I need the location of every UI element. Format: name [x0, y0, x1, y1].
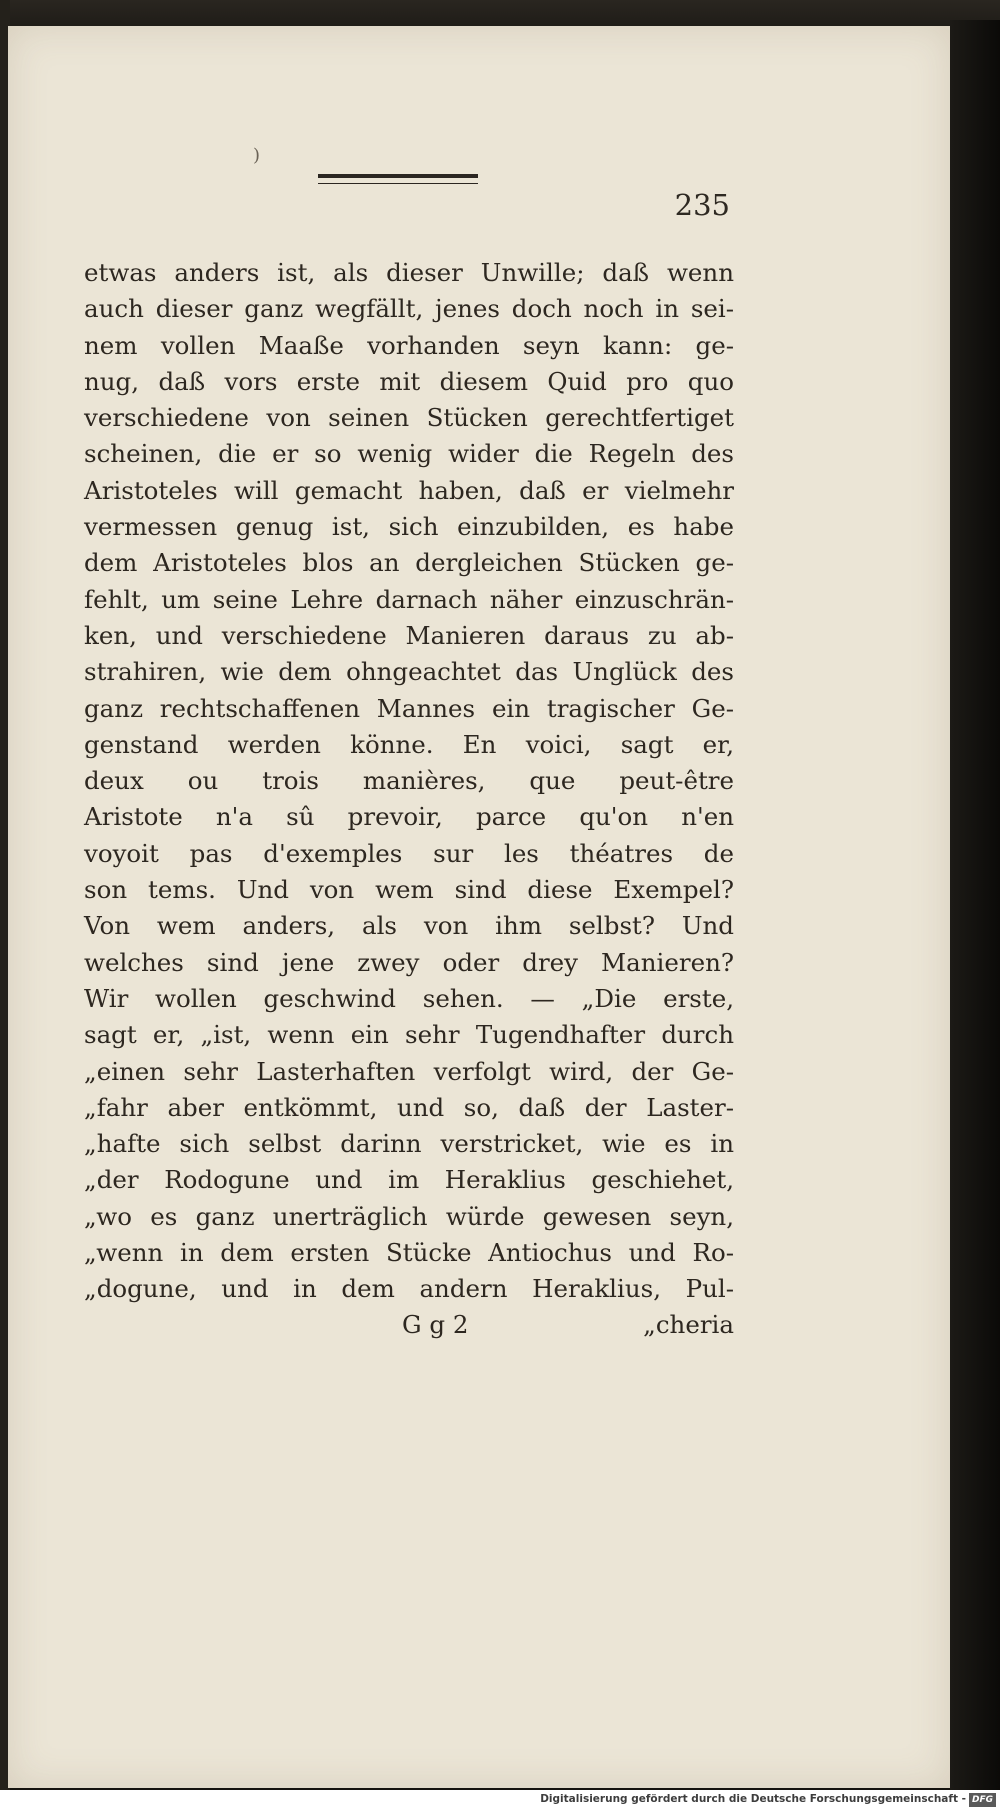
- text-line: „wenn in dem ersten Stücke Antiochus und Ro-: [84, 1238, 734, 1268]
- text-line: vermessen genug ist, sich einzubilden, es habe: [84, 512, 734, 542]
- catchword: „cheria: [643, 1310, 734, 1339]
- dfg-logo-icon: DFG: [969, 1793, 996, 1807]
- text-line: ken, und verschiedene Manieren daraus zu ab-: [84, 620, 734, 650]
- footer-credit: Digitalisierung gefördert durch die Deutsche Forschungsgemeinschaft -: [540, 1793, 966, 1805]
- text-line: ganz rechtschaffenen Mannes ein tragischer Ge-: [84, 693, 734, 723]
- text-line: nem vollen Maaße vorhanden seyn kann: ge-: [84, 330, 734, 360]
- text-line: Von wem anders, als von ihm selbst? Und: [84, 911, 734, 941]
- text-line: deux ou trois manières, que peut-être: [84, 766, 734, 796]
- book-right-edge: [950, 20, 1000, 1795]
- text-line: etwas anders ist, als dieser Unwille; daß wenn: [84, 258, 734, 287]
- text-line: Aristote n'a sû prevoir, parce qu'on n'en: [84, 802, 734, 832]
- signature-mark: G g 2: [402, 1310, 469, 1339]
- header-rule-thin: [318, 183, 478, 184]
- page-number: 235: [674, 188, 730, 222]
- text-line: genstand werden könne. En voici, sagt er,: [84, 729, 734, 759]
- text-line: strahiren, wie dem ohngeachtet das Unglück des: [84, 657, 734, 687]
- text-line: welches sind jene zwey oder drey Manieren?: [84, 947, 734, 977]
- text-line: dem Aristoteles blos an dergleichen Stücken ge-: [84, 548, 734, 578]
- text-line: „einen sehr Lasterhaften verfolgt wird, der Ge-: [84, 1056, 734, 1086]
- digitization-footer: [0, 1790, 1000, 1811]
- header-rule: [318, 174, 478, 178]
- text-line: verschiedene von seinen Stücken gerechtfertiget: [84, 403, 734, 433]
- text-line: scheinen, die er so wenig wider die Regeln des: [84, 439, 734, 469]
- text-line: nug, daß vors erste mit diesem Quid pro quo: [84, 366, 734, 396]
- text-line: „der Rodogune und im Heraklius geschiehet,: [84, 1165, 734, 1195]
- text-line: Aristoteles will gemacht haben, daß er vielmehr: [84, 475, 734, 505]
- text-line: „dogune, und in dem andern Heraklius, Pul-: [84, 1274, 734, 1304]
- text-line: voyoit pas d'exemples sur les théatres de: [84, 838, 734, 868]
- margin-mark: ): [253, 145, 261, 166]
- text-line: auch dieser ganz wegfällt, jenes doch noch in sei-: [84, 294, 734, 324]
- text-line: fehlt, um seine Lehre darnach näher einzuschrän-: [84, 584, 734, 614]
- text-line: „hafte sich selbst darinn verstricket, wie es in: [84, 1129, 734, 1159]
- text-line: Wir wollen geschwind sehen. — „Die erste,: [84, 983, 734, 1013]
- text-line: sagt er, „ist, wenn ein sehr Tugendhafter durch: [84, 1020, 734, 1050]
- body-text: [84, 255, 734, 1308]
- text-line: son tems. Und von wem sind diese Exempel?: [84, 875, 734, 905]
- text-line: „wo es ganz unerträglich würde gewesen seyn,: [84, 1201, 734, 1231]
- catchline: [84, 1310, 734, 1346]
- text-line: „fahr aber entkömmt, und so, daß der Laster-: [84, 1092, 734, 1122]
